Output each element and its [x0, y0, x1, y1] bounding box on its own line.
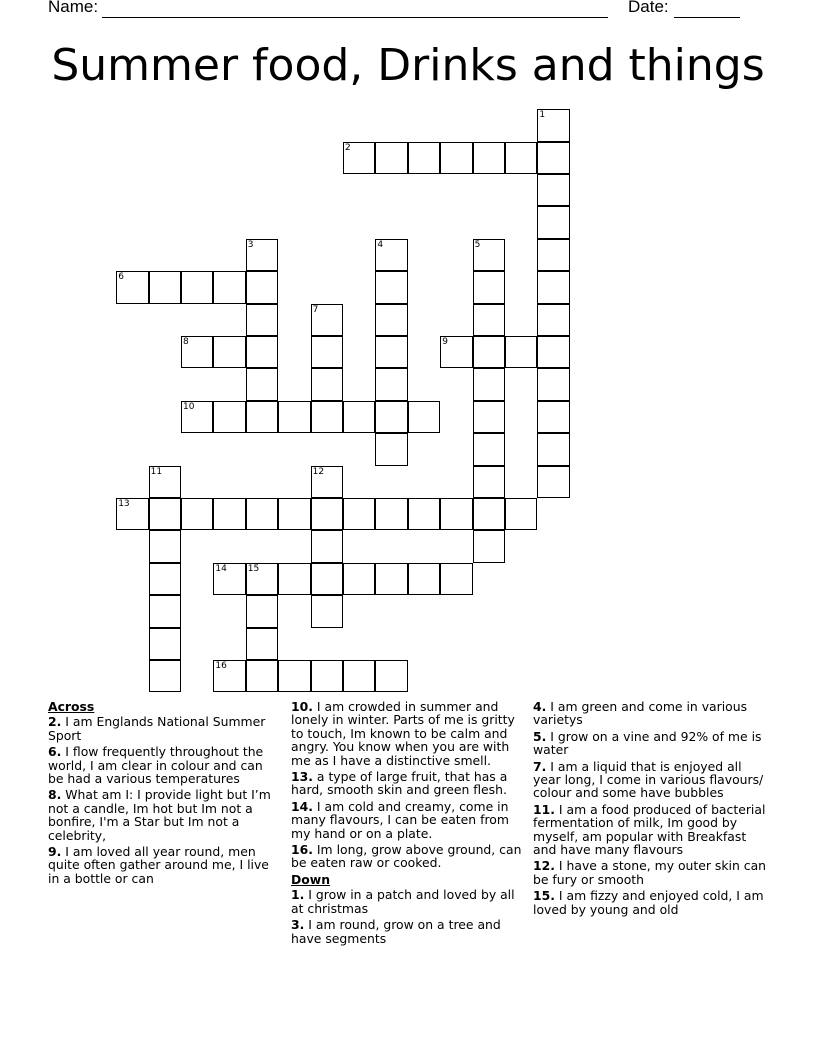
- clue-across-9: 9. I am loved all year round, men quite often gather around me, I live in a bottle or can: [48, 844, 269, 886]
- clue-across-2: 2. I am Englands National Summer Sport: [48, 714, 266, 743]
- clue-across-10: 10. I am crowded in summer and lonely in winter. Parts of me is gritty to touch, Im known to be calm and angry. You know when you are with me as I have a distinctive smell.: [291, 699, 515, 768]
- clue-across-13: 13. a type of large fruit, that has a hard, smooth skin and green flesh.: [291, 769, 508, 798]
- grid-cell[interactable]: [246, 239, 278, 271]
- clue-number: 10: [183, 401, 195, 412]
- grid-cell[interactable]: [375, 660, 407, 692]
- date-field[interactable]: [674, 0, 740, 18]
- grid-cell[interactable]: [246, 271, 278, 303]
- grid-cell[interactable]: [311, 498, 343, 530]
- clue-number: 2: [345, 142, 351, 153]
- clue-down-1: 1. I grow in a patch and loved by all at christmas: [291, 887, 515, 916]
- grid-cell[interactable]: [440, 498, 472, 530]
- grid-cell[interactable]: [537, 336, 569, 368]
- clue-number: 15: [247, 563, 260, 574]
- grid-cell[interactable]: [473, 401, 505, 433]
- grid-cell[interactable]: [408, 498, 440, 530]
- clue-down-12: 12. I have a stone, my outer skin can be fury or smooth: [533, 858, 767, 887]
- grid-cell[interactable]: [473, 530, 505, 562]
- grid-cell[interactable]: [375, 368, 407, 400]
- grid-cell[interactable]: [375, 563, 407, 595]
- grid-cell[interactable]: [149, 530, 181, 562]
- clue-down-5: 5. I grow on a vine and 92% of me is water: [533, 728, 762, 758]
- clue-across-14: 14. I am cold and creamy, come in many flavours, I can be eaten from my hand or on a plate.: [291, 798, 509, 841]
- grid-cell[interactable]: [537, 109, 569, 141]
- clues-column-2: [291, 700, 525, 948]
- grid-cell[interactable]: [343, 142, 375, 174]
- clue-number: 11: [150, 466, 163, 477]
- grid-cell[interactable]: [278, 401, 310, 433]
- grid-cell[interactable]: [473, 271, 505, 303]
- grid-cell[interactable]: [278, 563, 310, 595]
- grid-cell[interactable]: [213, 660, 245, 692]
- grid-cell[interactable]: [440, 563, 472, 595]
- grid-cell[interactable]: [246, 336, 278, 368]
- clue-number: 4: [377, 239, 384, 250]
- grid-cell[interactable]: [375, 433, 407, 465]
- clue-across-8: 8. What am I: I provide light but I’m not a candle, Im hot but Im not a bonfire, I'm a Star but Im not a celebrity,: [48, 787, 271, 843]
- clue-number: 13: [118, 499, 130, 509]
- grid-cell[interactable]: [473, 142, 505, 174]
- clue-number: 7: [312, 304, 319, 315]
- grid-cell[interactable]: [213, 563, 245, 595]
- grid-cell[interactable]: [311, 563, 343, 595]
- name-label: Name:: [48, 0, 99, 16]
- grid-cell[interactable]: [311, 530, 343, 562]
- clue-down-3: 3. I am round, grow on a tree and have segments: [291, 917, 501, 946]
- grid-cell[interactable]: [311, 368, 343, 400]
- grid-cell[interactable]: [375, 336, 407, 368]
- grid-cell[interactable]: [473, 336, 505, 368]
- clue-down-7: 7. I am a liquid that is enjoyed all year long, I come in various flavours/ colour and some have bubbles: [533, 758, 764, 801]
- grid-cell[interactable]: [343, 563, 375, 595]
- grid-cell[interactable]: [181, 401, 213, 433]
- clue-down-4: 4. I am green and come in various varietys: [533, 699, 748, 728]
- clue-down-11: 11. I am a food produced of bacterial fermentation of milk, Im good by myself, am popular with Breakfast and have many flavours: [533, 801, 766, 858]
- grid-cell[interactable]: [246, 660, 278, 692]
- grid-cell[interactable]: [375, 142, 407, 174]
- grid-cell[interactable]: [311, 660, 343, 692]
- grid-cell[interactable]: [537, 271, 569, 303]
- grid-cell[interactable]: [246, 368, 278, 400]
- grid-cell[interactable]: [375, 401, 407, 433]
- grid-cell[interactable]: [278, 660, 310, 692]
- clue-number: 3: [247, 239, 254, 250]
- clue-across-16: 16. Im long, grow above ground, can be eaten raw or cooked.: [291, 842, 522, 871]
- grid-cell[interactable]: [213, 271, 245, 303]
- grid-cell[interactable]: [149, 660, 181, 692]
- grid-cell[interactable]: [537, 239, 569, 271]
- clue-number: 5: [474, 239, 481, 250]
- grid-cell[interactable]: [537, 433, 569, 465]
- clue-number: 14: [215, 563, 227, 574]
- grid-cell[interactable]: [181, 498, 213, 530]
- clue-number: 16: [215, 661, 227, 671]
- clue-number: 12: [312, 466, 325, 477]
- grid-cell[interactable]: [408, 401, 440, 433]
- grid-cell[interactable]: [149, 628, 181, 660]
- clue-number: 6: [118, 272, 124, 283]
- grid-cell[interactable]: [149, 595, 181, 627]
- grid-cell[interactable]: [246, 304, 278, 336]
- clues-column-3: [533, 700, 771, 919]
- grid-cell[interactable]: [343, 401, 375, 433]
- down-heading: Down: [291, 871, 331, 887]
- header: [48, 0, 748, 22]
- grid-cell[interactable]: [473, 433, 505, 465]
- grid-cell[interactable]: [537, 368, 569, 400]
- name-field[interactable]: [102, 0, 608, 18]
- grid-cell[interactable]: [246, 628, 278, 660]
- across-heading: Across: [48, 699, 95, 714]
- grid-cell[interactable]: [375, 498, 407, 530]
- grid-cell[interactable]: [181, 336, 213, 368]
- grid-cell[interactable]: [213, 401, 245, 433]
- grid-cell[interactable]: [149, 271, 181, 303]
- grid-cell[interactable]: [149, 563, 181, 595]
- grid-cell[interactable]: [149, 466, 181, 498]
- page-title: Summer food, Drinks and things: [51, 40, 765, 91]
- grid-cell[interactable]: [473, 304, 505, 336]
- grid-cell[interactable]: [473, 368, 505, 400]
- grid-cell[interactable]: [343, 498, 375, 530]
- grid-cell[interactable]: [246, 401, 278, 433]
- grid-cell[interactable]: [375, 304, 407, 336]
- grid-cell[interactable]: [311, 466, 343, 498]
- grid-cell[interactable]: [537, 466, 569, 498]
- grid-cell[interactable]: [213, 498, 245, 530]
- grid-cell[interactable]: [473, 498, 505, 530]
- clue-down-15: 15. I am fizzy and enjoyed cold, I am loved by young and old: [533, 888, 764, 917]
- grid-cell[interactable]: [440, 336, 472, 368]
- grid-cell[interactable]: [473, 239, 505, 271]
- grid-cell[interactable]: [311, 304, 343, 336]
- grid-cell[interactable]: [246, 595, 278, 627]
- clue-number: 1: [539, 110, 546, 121]
- grid-cell[interactable]: [116, 498, 148, 530]
- grid-cell[interactable]: [537, 142, 569, 174]
- grid-cell[interactable]: [408, 142, 440, 174]
- grid-cell[interactable]: [537, 206, 569, 238]
- grid-cell[interactable]: [311, 401, 343, 433]
- grid-cell[interactable]: [149, 498, 181, 530]
- grid-cell[interactable]: [537, 174, 569, 206]
- grid-cell[interactable]: [278, 498, 310, 530]
- grid-cell[interactable]: [375, 271, 407, 303]
- clue-number: 9: [442, 337, 448, 347]
- grid-cell[interactable]: [505, 498, 537, 530]
- grid-cell[interactable]: [505, 142, 537, 174]
- clue-across-6: 6. I flow frequently throughout the world, I am clear in colour and can be had a various temperatures: [48, 744, 264, 787]
- grid-cell[interactable]: [246, 498, 278, 530]
- grid-cell[interactable]: [116, 271, 148, 303]
- grid-cell[interactable]: [505, 336, 537, 368]
- grid-cell[interactable]: [440, 142, 472, 174]
- grid-cell[interactable]: [375, 239, 407, 271]
- date-label: Date:: [628, 0, 669, 16]
- grid-cell[interactable]: [537, 401, 569, 433]
- clues-column-1: [48, 700, 282, 888]
- grid-cell[interactable]: [311, 336, 343, 368]
- grid-cell[interactable]: [311, 595, 343, 627]
- grid-cell[interactable]: [246, 563, 278, 595]
- grid-cell[interactable]: [408, 563, 440, 595]
- grid-cell[interactable]: [181, 271, 213, 303]
- grid-cell[interactable]: [537, 304, 569, 336]
- clue-number: 8: [183, 337, 189, 347]
- grid-cell[interactable]: [343, 660, 375, 692]
- grid-cell[interactable]: [473, 466, 505, 498]
- grid-cell[interactable]: [213, 336, 245, 368]
